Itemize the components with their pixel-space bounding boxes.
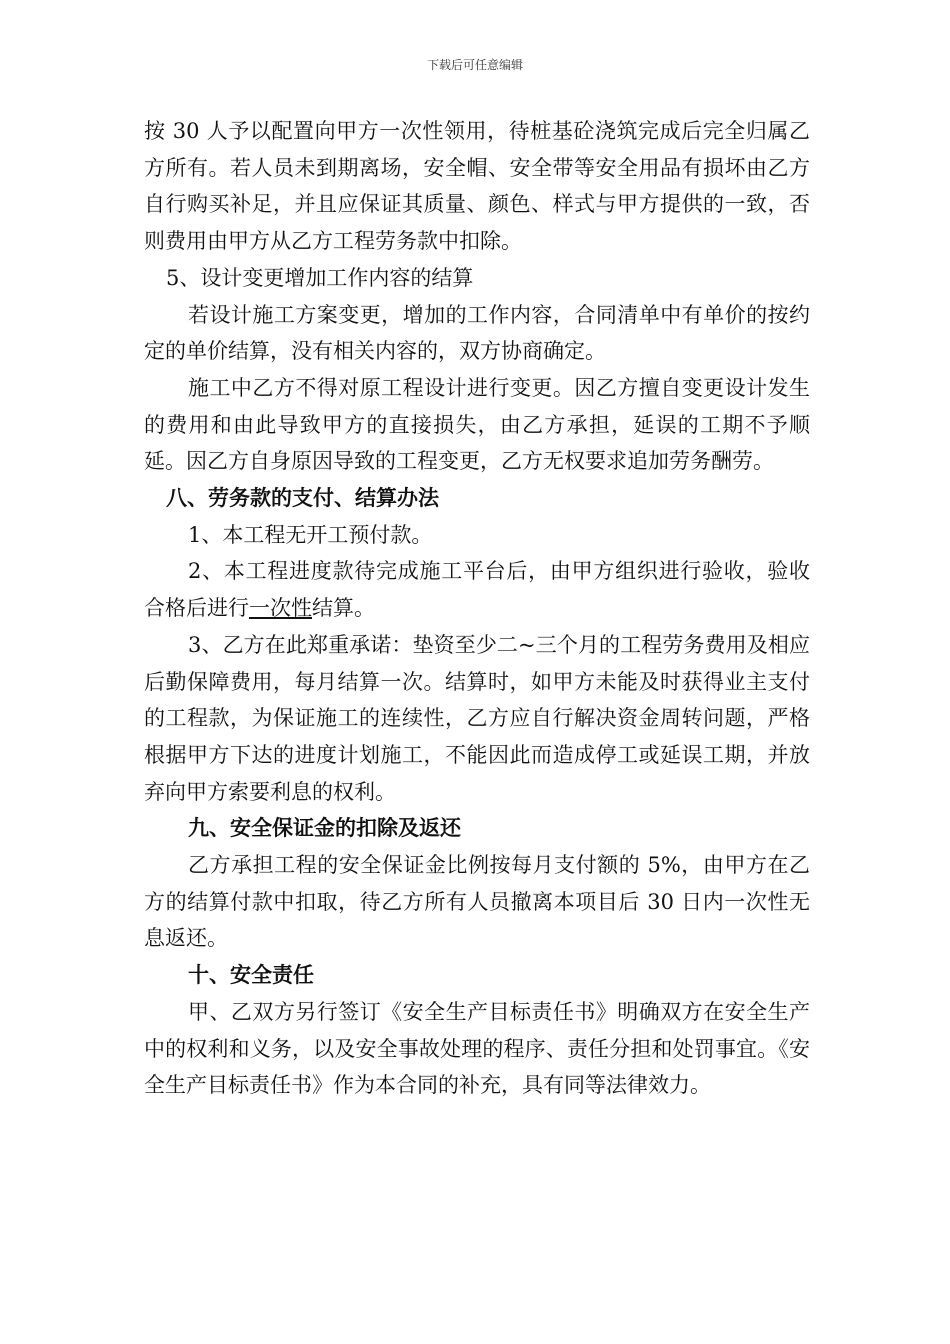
paragraph-no-change: 施工中乙方不得对原工程设计进行变更。因乙方擅自变更设计发生的费用和由此导致甲方的直接损失，由乙方承担，延误的工期不予顺延。因乙方自身原因导致的工程变更，乙方无权要求追加劳务酬劳。: [144, 375, 810, 474]
payment-item-2-text: 2、本工程进度款待完成施工平台后，由甲方组织进行验收，验收合格后进行: [144, 559, 810, 621]
payment-item-2: [144, 553, 810, 626]
paragraph-safety: 甲、乙双方另行签订《安全生产目标责任书》明确双方在安全生产中的权利和义务，以及安全事故处理的程序、责任分担和处罚事宜。《安全生产目标责任书》作为本合同的补充，具有同等法律效力。: [144, 999, 810, 1098]
payment-item-2-underlined: 一次性: [249, 596, 312, 621]
heading-payment: 八、劳务款的支付、结算办法: [166, 485, 439, 511]
paragraph-design-change: 若设计施工方案变更，增加的工作内容，合同清单中有单价的按约定的单价结算，没有相关内容的，双方协商确定。: [144, 302, 810, 364]
heading-deposit: 九、安全保证金的扣除及返还: [188, 815, 461, 841]
document-body: [144, 113, 810, 1104]
paragraph-equipment: 按 30 人予以配置向甲方一次性领用，待桩基砼浇筑完成后完全归属乙方所有。若人员未到期离场，安全帽、安全带等安全用品有损坏由乙方自行购买补足，并且应保证其质量、颜色、样式与甲方提供的一致，否则费用由甲方从乙方工程劳务款中扣除。: [144, 119, 810, 254]
page-header: 下载后可任意编辑: [426, 58, 523, 72]
payment-item-2-end: 结算。: [312, 596, 375, 621]
payment-item-3: 3、乙方在此郑重承诺：垫资至少二~三个月的工程劳务费用及相应后勤保障费用，每月结算一次。结算时，如甲方未能及时获得业主支付的工程款，为保证施工的连续性，乙方应自行解决资金周转问题，严格根据甲方下达的进度计划施工，不能因此而造成停工或延误工期，并放弃向甲方索要利息的权利。: [144, 632, 810, 804]
payment-item-1: 1、本工程无开工预付款。: [188, 522, 433, 547]
paragraph-deposit: 乙方承担工程的安全保证金比例按每月支付额的 5%，由甲方在乙方的结算付款中扣取，待乙方所有人员撤离本项目后 30 日内一次性无息返还。: [144, 853, 810, 951]
heading-safety: 十、安全责任: [188, 962, 314, 988]
section-5-title: 5、设计变更增加工作内容的结算: [166, 265, 474, 290]
